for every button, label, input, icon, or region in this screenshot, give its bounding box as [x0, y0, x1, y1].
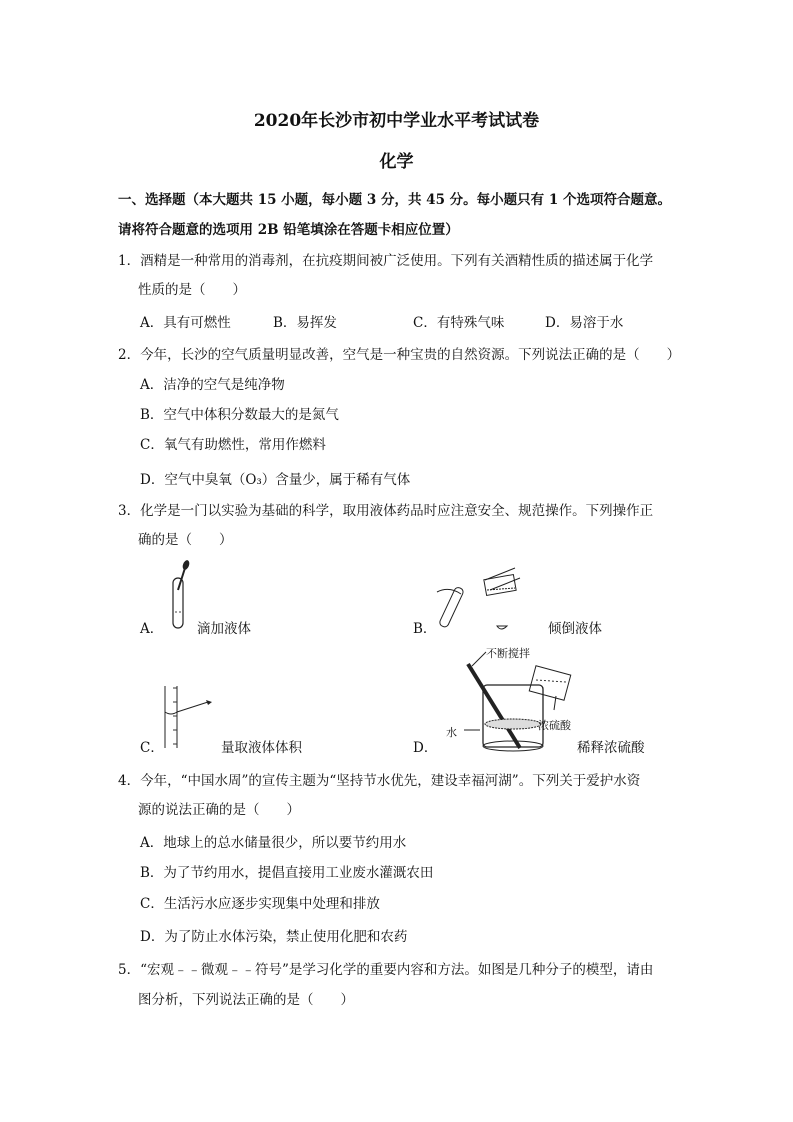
option-c-caption: 量取液体体积 — [221, 740, 302, 756]
dropper-test-tube-illustration — [164, 560, 194, 632]
question-stem: 1．酒精是一种常用的消毒剂，在抗疫期间被广泛使用。下列有关酒精性质的描述属于化学 — [118, 253, 654, 269]
option-d: D．为了防止水体污染，禁止使用化肥和农药 — [140, 929, 408, 945]
question-stem: 源的说法正确的是（ ） — [138, 802, 300, 818]
question-stem: 性质的是（ ） — [138, 282, 246, 298]
option-c-letter: C． — [140, 740, 164, 756]
option-b: B．为了节约用水，提倡直接用工业废水灌溉农田 — [140, 865, 434, 881]
subject-title: 化学 — [379, 152, 414, 172]
question-stem: 图分析，下列说法正确的是（ ） — [138, 992, 354, 1008]
question-stem: 3．化学是一门以实验为基础的科学，取用液体药品时应注意安全、规范操作。下列操作正 — [118, 503, 654, 519]
option-c: C．生活污水应逐步实现集中处理和排放 — [140, 896, 380, 912]
section-instructions-line2: 请将符合题意的选项用 2B 铅笔填涂在答题卡相应位置） — [118, 222, 459, 238]
question-stem: 4．今年，“中国水周”的宣传主题为“坚持节水优先，建设幸福河湖”。下列关于爱护水资 — [118, 773, 641, 789]
option-b-letter: B． — [413, 621, 437, 637]
water-label: 水 — [446, 726, 457, 739]
section-instructions-line1: 一、选择题（本大题共 15 小题，每小题 3 分，共 45 分。每小题只有 1 个选项符合题意。 — [118, 192, 671, 208]
option-a: A．地球上的总水储量很少，所以要节约用水 — [140, 835, 407, 851]
option-d-caption: 稀释浓硫酸 — [577, 740, 645, 756]
option-a-letter: A． — [140, 621, 164, 637]
stir-label: 不断搅拌 — [486, 647, 530, 660]
option-c: C．有特殊气味 — [413, 315, 505, 331]
option-a: A．洁净的空气是纯净物 — [140, 377, 285, 393]
pouring-liquid-illustration — [435, 560, 525, 632]
question-stem: 5．“宏观﹣﹣微观﹣﹣符号”是学习化学的重要内容和方法。如图是几种分子的模型，请由 — [118, 962, 654, 978]
option-d-letter: D． — [413, 740, 438, 756]
option-b-caption: 倾倒液体 — [548, 621, 602, 637]
option-c: C．氧气有助燃性，常用作燃料 — [140, 437, 326, 453]
sulfuric-acid-label: 浓硫酸 — [538, 719, 571, 732]
option-d: D．易溶于水 — [545, 315, 624, 331]
option-b: B．空气中体积分数最大的是氮气 — [140, 407, 339, 423]
graduated-cylinder-illustration — [160, 684, 220, 750]
option-b: B．易挥发 — [273, 315, 337, 331]
option-a: A．具有可燃性 — [140, 315, 231, 331]
option-d: D．空气中臭氧（O₃）含量少，属于稀有气体 — [140, 472, 411, 488]
option-a-caption: 滴加液体 — [197, 621, 251, 637]
question-stem: 确的是（ ） — [138, 532, 233, 548]
page-title: 2020年长沙市初中学业水平考试试卷 — [253, 111, 540, 131]
question-stem: 2．今年，长沙的空气质量明显改善，空气是一种宝贵的自然资源。下列说法正确的是（ ） — [118, 347, 681, 363]
